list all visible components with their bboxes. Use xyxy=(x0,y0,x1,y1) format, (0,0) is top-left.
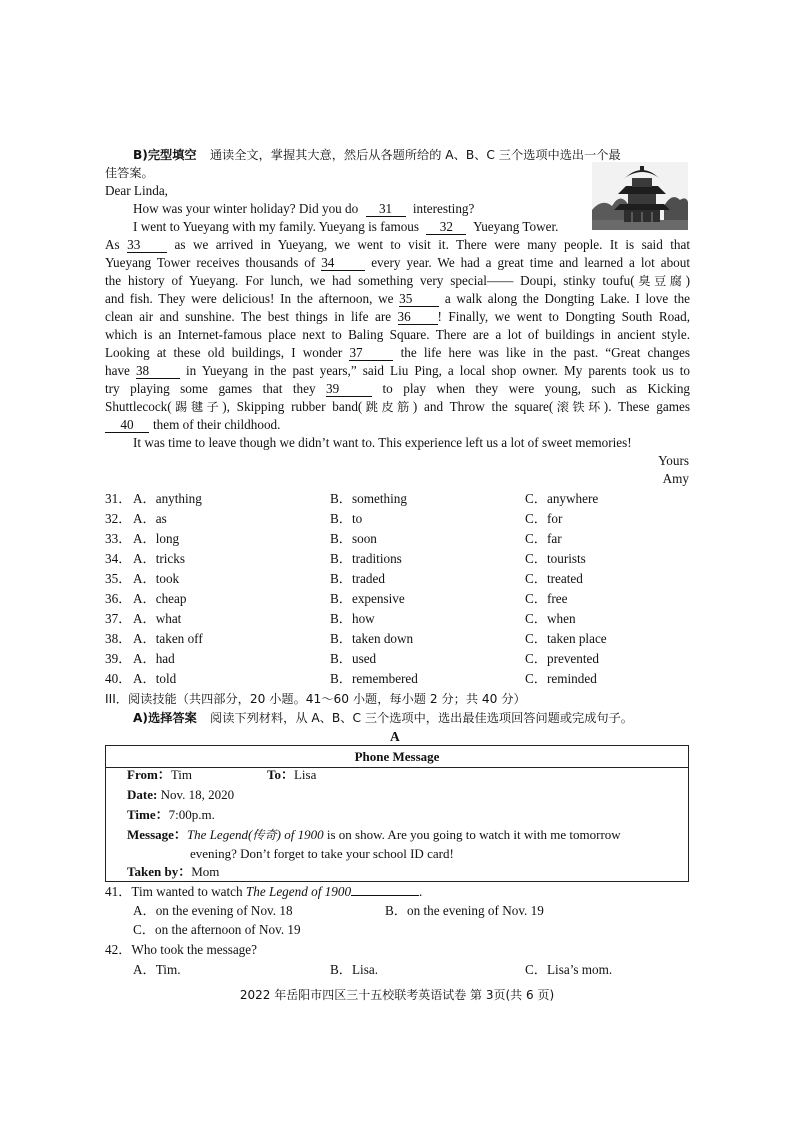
section-3-title: III．阅读技能（共四部分，20 小题。41～60 小题，每小题 2 分；共 40 分） xyxy=(105,692,526,706)
letter-line-14: It was time to leave though we didn’t want to. This experience left us a lot of sweet memories! xyxy=(133,435,632,450)
time-value: 7:00p.m. xyxy=(168,807,215,822)
q41-option-b: B．on the evening of Nov. 19 xyxy=(385,903,544,918)
letter-line-7: clean air and sunshine. The best things in life are 36 ! Finally, we went to Dongting South Road, xyxy=(105,309,690,324)
date-row: Date: Nov. 18, 2020 xyxy=(127,787,235,802)
q42-option-a: A．Tim. xyxy=(133,962,181,977)
option-row: 32． A．as B．to C．for xyxy=(105,509,705,529)
option-b: B．to xyxy=(330,511,363,526)
movie-title: The Legend( xyxy=(186,827,253,842)
option-row: 40． A．told B．remembered C．reminded xyxy=(105,669,705,689)
section-3a-heading-line xyxy=(133,709,633,727)
message-row: Message：The Legend(传奇) of 1900 is on show. Are you going to watch it with me tomorrow xyxy=(127,827,621,842)
letter-line-3: As 33 as we arrived in Yueyang, we went to visit it. There were many people. It is said that xyxy=(105,237,691,252)
option-c: C．tourists xyxy=(525,551,586,566)
letter-line-2: I went to Yueyang with my family. Yueyang is famous 32 Yueyang Tower. xyxy=(133,219,559,234)
option-c: C．when xyxy=(525,611,576,626)
blank-39: 39 xyxy=(326,382,372,397)
blank-32: 32 xyxy=(426,220,466,235)
cloze-heading: B)完型填空 xyxy=(133,148,197,162)
blank-35: 35 xyxy=(399,292,439,307)
yueyang-tower-photo xyxy=(592,162,688,230)
letter-line-6: and fish. They were delicious! In the afternoon, we 35 a walk along the Dongting Lake. I love the xyxy=(105,291,691,306)
option-a: A．what xyxy=(133,611,182,626)
option-c: C．anywhere xyxy=(525,491,599,506)
letter-line-12: Shuttlecock(踢毽子), Skipping rubber band(跳皮筋) and Throw the square(滚铁环). These games xyxy=(105,399,690,414)
q41-option-c: C．on the afternoon of Nov. 19 xyxy=(133,922,301,937)
q42-option-b: B．Lisa. xyxy=(330,962,378,977)
option-b: B．soon xyxy=(330,531,377,546)
phone-message-title: Phone Message xyxy=(354,749,440,764)
letter-line-9: Looking at these old buildings, I wonder 37 the life here was like in the past. “Great changes xyxy=(105,345,691,360)
title-divider xyxy=(106,767,688,768)
option-row: 33． A．long B．soon C．far xyxy=(105,529,705,549)
to-value: Lisa xyxy=(293,767,317,782)
option-b: B．taken down xyxy=(330,631,414,646)
question-41-stem: 41．Tim wanted to watch The Legend of 1900 . xyxy=(105,884,423,899)
option-c: C．prevented xyxy=(525,651,599,666)
option-a: A．cheap xyxy=(133,591,187,606)
letter-line-13: 40 them of their childhood. xyxy=(105,416,280,434)
option-a: A．had xyxy=(133,651,175,666)
option-c: C．for xyxy=(525,511,563,526)
option-a: A．taken off xyxy=(133,631,203,646)
option-row: 31． A．anything B．something C．anywhere xyxy=(105,489,705,509)
option-b: B．how xyxy=(330,611,375,626)
cloze-heading-line xyxy=(133,146,621,164)
from-row: From：Tim xyxy=(127,767,193,782)
message-row-cont: evening? Don’t forget to take your school ID card! xyxy=(190,846,454,861)
to-row: To：Lisa xyxy=(267,767,317,782)
option-b: B．remembered xyxy=(330,671,418,686)
option-row: 35． A．took B．traded C．treated xyxy=(105,569,705,589)
blank-36: 36 xyxy=(398,310,438,325)
option-b: B．used xyxy=(330,651,377,666)
page-footer: 2022 年岳阳市四区三十五校联考英语试卷 第 3页(共 6 页) xyxy=(239,988,555,1002)
cloze-instruction-cont: 佳答案。 xyxy=(105,166,154,180)
option-row: 36． A．cheap B．expensive C．free xyxy=(105,589,705,609)
letter-line-1: How was your winter holiday? Did you do 31 interesting? xyxy=(133,201,475,216)
section-3a-instruction: 阅读下列材料，从 A、B、C 三个选项中，选出最佳选项回答问题或完成句子。 xyxy=(210,711,633,725)
option-a: A．tricks xyxy=(133,551,186,566)
from-value: Tim xyxy=(170,767,193,782)
blank-34: 34 xyxy=(321,256,365,271)
taken-by-row: Taken by：Mom xyxy=(127,864,220,879)
option-c: C．free xyxy=(525,591,568,606)
time-row: Time：7:00p.m. xyxy=(127,807,215,822)
section-3a-heading: A)选择答案 xyxy=(133,711,197,725)
blank-37: 37 xyxy=(349,346,393,361)
option-c: C．taken place xyxy=(525,631,607,646)
option-a: A．as xyxy=(133,511,167,526)
option-a: A．anything xyxy=(133,491,202,506)
option-b: B．traditions xyxy=(330,551,402,566)
option-a: A．took xyxy=(133,571,180,586)
q42-option-c: C．Lisa’s mom. xyxy=(525,962,613,977)
option-b: B．something xyxy=(330,491,407,506)
letter-line-4: Yueyang Tower receives thousands of 34 every year. We had a great time and learned a lot about xyxy=(105,255,691,270)
option-row: 39． A．had B．used C．prevented xyxy=(105,649,705,669)
letter-signature: Amy xyxy=(662,471,689,486)
letter-salutation: Dear Linda, xyxy=(105,183,168,198)
option-b: B．expensive xyxy=(330,591,405,606)
option-b: B．traded xyxy=(330,571,385,586)
passage-letter: A xyxy=(390,729,400,744)
letter-closing: Yours xyxy=(658,453,689,468)
letter-line-5: the history of Yueyang. For lunch, we had something very special—— Doupi, stinky toufu(臭豆腐) xyxy=(105,273,690,288)
blank-33: 33 xyxy=(127,238,167,253)
option-a: A．long xyxy=(133,531,180,546)
option-c: C．treated xyxy=(525,571,583,586)
option-a: A．told xyxy=(133,671,177,686)
phone-message-box xyxy=(105,745,689,882)
blank-38: 38 xyxy=(136,364,180,379)
option-c: C．far xyxy=(525,531,562,546)
letter-line-8: which is an Internet-famous place next to Baling Square. There are a lot of buildings in ancient style. xyxy=(105,327,690,342)
q41-option-a: A．on the evening of Nov. 18 xyxy=(133,903,293,918)
option-row: 34． A．tricks B．traditions C．tourists xyxy=(105,549,705,569)
option-c: C．reminded xyxy=(525,671,597,686)
letter-line-11: try playing some games that they 39 to play when they were young, such as Kicking xyxy=(105,381,691,396)
option-row: 38． A．taken off B．taken down C．taken place xyxy=(105,629,705,649)
question-42-stem: 42．Who took the message? xyxy=(105,942,257,957)
taken-by-value: Mom xyxy=(191,864,220,879)
answer-blank xyxy=(351,895,419,896)
option-row: 37． A．what B．how C．when xyxy=(105,609,705,629)
blank-40: 40 xyxy=(105,418,149,433)
letter-line-10: have 38 in Yueyang in the past years,” said Liu Ping, a local shop owner. My parents took us to xyxy=(105,363,690,378)
blank-31: 31 xyxy=(366,202,406,217)
date-value: Nov. 18, 2020 xyxy=(160,787,235,802)
cloze-instruction: 通读全文，掌握其大意，然后从各题所给的 A、B、C 三个选项中选出一个最 xyxy=(209,148,621,162)
